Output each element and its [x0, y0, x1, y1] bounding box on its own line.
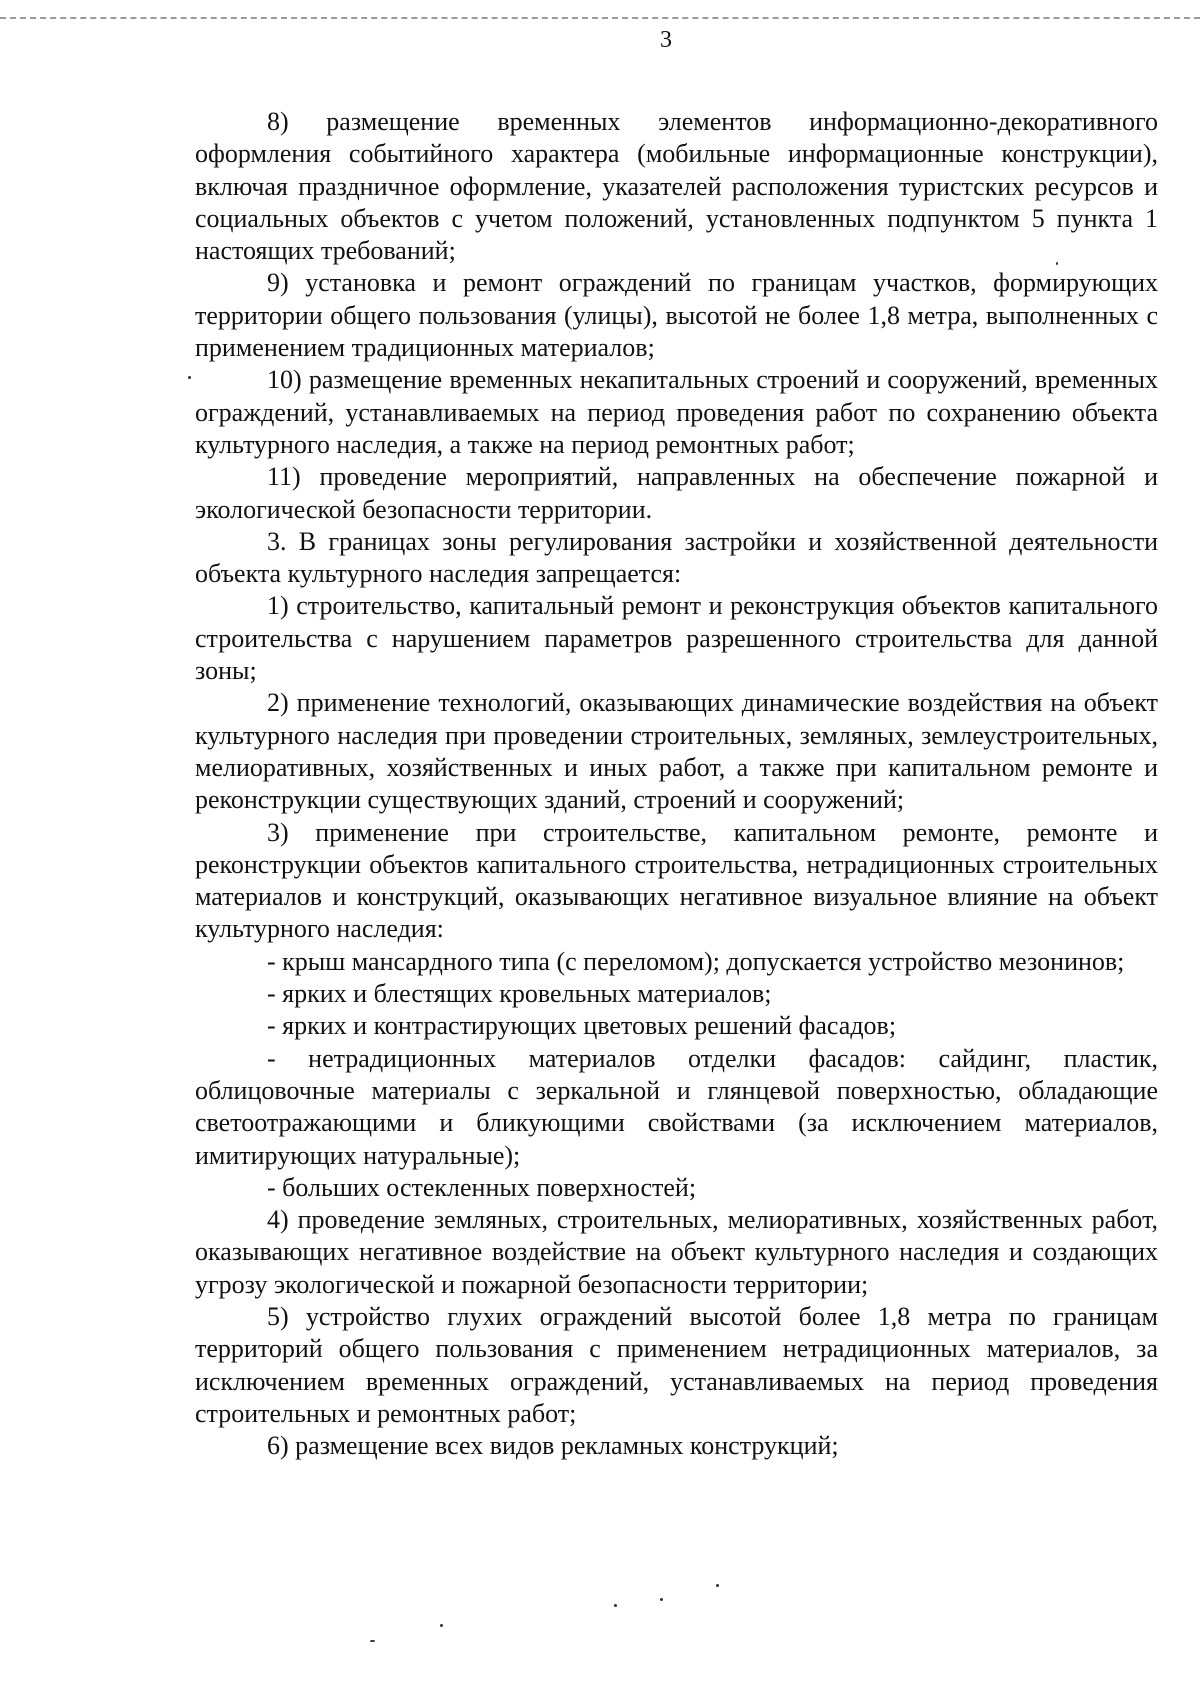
paragraph: 6) размещение всех видов рекламных конструкций;: [267, 1431, 839, 1461]
scan-speck: [614, 1604, 617, 1607]
list-item: - ярких и блестящих кровельных материалов;: [267, 979, 772, 1009]
document-body: [195, 106, 1158, 1462]
paragraph: 4) проведение земляных, строительных, мелиоративных, хозяйственных работ, оказывающих негативное воздействие на объект культурного наследия и создающих угрозу экологической и пожарной безопасности территории;: [195, 1205, 1158, 1299]
paragraph: 1) строительство, капитальный ремонт и реконструкция объектов капитального строительства с нарушением параметров разрешенного строительства для данной зоны;: [195, 591, 1158, 686]
list-item: - ярких и контрастирующих цветовых решений фасадов;: [267, 1011, 897, 1041]
top-scan-line: [0, 17, 1200, 19]
scan-speck: [370, 1640, 375, 1642]
paragraph: 3) применение при строительстве, капитальном ремонте, ремонте и реконструкции объектов капитального строительства, нетрадиционных строительных материалов и конструкций, оказывающих негативное визуальное влияние на объект культурного наследия:: [195, 817, 1158, 944]
scan-speck: [660, 1598, 663, 1601]
scan-speck: [716, 1584, 719, 1587]
paragraph: 2) применение технологий, оказывающих динамические воздействия на объект культурного наследия при проведении строительных, земляных, землеустроительных, мелиоративных, хозяйственных и иных работ, а также при капитальном ремонте и реконструкции существующих зданий, строений и сооружений;: [195, 688, 1158, 815]
paragraph: 9) установка и ремонт ограждений по границам участков, формирующих территории общего пользования (улицы), высотой не более 1,8 метра, выполненных с применением традиционных материалов;: [195, 268, 1158, 363]
scan-speck: [1056, 262, 1058, 265]
scan-speck: [188, 376, 191, 379]
list-item: - крыш мансардного типа (с переломом); допускается устройство мезонинов;: [267, 946, 1125, 976]
paragraph: 10) размещение временных некапитальных строений и сооружений, временных ограждений, устанавливаемых на период проведения работ по сохранению объекта культурного наследия, а также на период ремонтных работ;: [195, 365, 1158, 459]
paragraph: 11) проведение мероприятий, направленных на обеспечение пожарной и экологической безопасности территории.: [195, 462, 1158, 524]
section-heading-paragraph: 3. В границах зоны регулирования застройки и хозяйственной деятельности объекта культурного наследия запрещается:: [195, 526, 1158, 589]
page-number: 3: [660, 27, 672, 53]
list-item: - нетрадиционных материалов отделки фасадов: сайдинг, пластик, облицовочные материалы с зеркальной и глянцевой поверхностью, обладающие светоотражающими и бликующими свойствами (за исключением материалов, имитирующих натуральные);: [195, 1043, 1158, 1170]
scan-speck: [440, 1624, 443, 1627]
paragraph: 5) устройство глухих ограждений высотой более 1,8 метра по границам территорий общего пользования с применением нетрадиционных материалов, за исключением временных ограждений, устанавливаемых на период проведения строительных и ремонтных работ;: [195, 1301, 1158, 1428]
list-item: - больших остекленных поверхностей;: [267, 1172, 697, 1202]
paragraph: 8) размещение временных элементов информационно-декоративного оформления событийного характера (мобильные информационные конструкции), включая праздничное оформление, указателей расположения туристских ресурсов и социальных объектов с учетом положений, установленных подпунктом 5 пункта 1 настоящих требований;: [195, 107, 1158, 266]
